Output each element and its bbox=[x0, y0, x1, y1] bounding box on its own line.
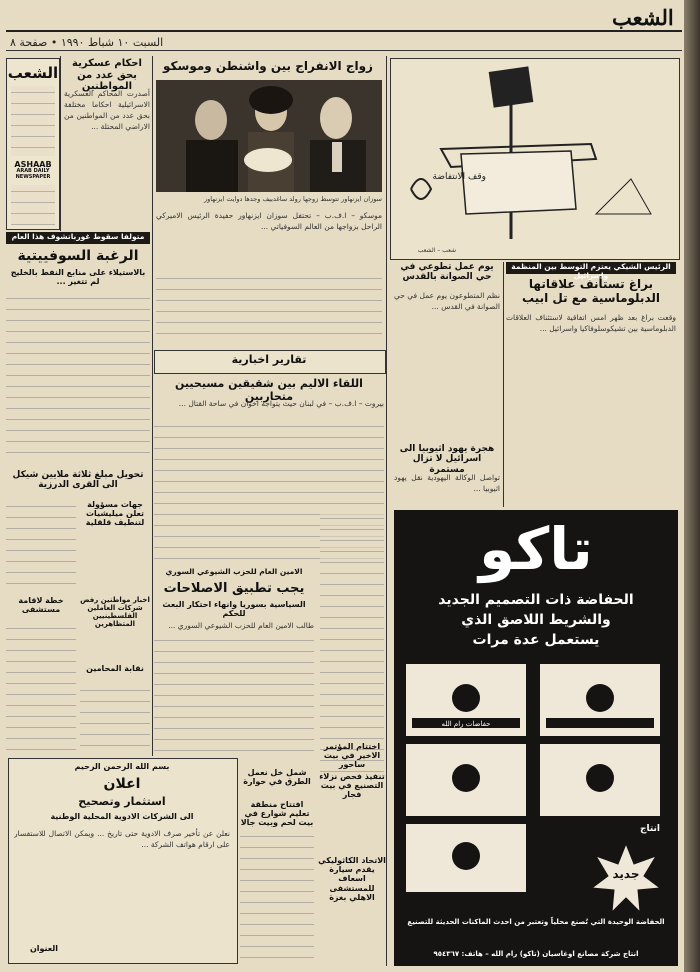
kicker-soviet: متولفا سقوط غورباتشوف هذا العام bbox=[11, 232, 145, 241]
dateline: السبت ١٠ شباط ١٩٩٠ • صفحة ٨ bbox=[10, 36, 164, 49]
column-rule bbox=[503, 262, 504, 507]
wedding-text-block bbox=[156, 272, 382, 342]
divider bbox=[6, 50, 682, 51]
headline-ethiopian-jews: هجرة يهود اثيوبيا الى اسرائيل لا تزال مستمرة bbox=[399, 444, 495, 475]
soviet-text-block bbox=[6, 292, 150, 462]
narrow-column-text bbox=[320, 512, 384, 772]
note-citizens: اخبار مواطنين رفض شركات العاملين الفلسطينيين المتظاهرين bbox=[80, 596, 150, 629]
kicker-prague: الرئيس الشيكي يعتزم التوسط بين المنظمة واسرائيل bbox=[511, 262, 671, 280]
side-address-lines bbox=[11, 185, 55, 225]
side-masthead bbox=[6, 58, 60, 230]
column-rule bbox=[386, 56, 387, 966]
headline-wedding: زواج الانفراج بين واشنطن وموسكو bbox=[163, 59, 373, 73]
ad-line3: يستعمل عدة مرات bbox=[472, 632, 600, 648]
headline-military-rulings: احكام عسكرية بحق عدد من المواطنين bbox=[72, 58, 142, 92]
ad-line1: الحفاضة ذات التصميم الجديد bbox=[438, 592, 634, 608]
transfer-text-block bbox=[6, 500, 76, 590]
ad-burst-text: جديد bbox=[612, 867, 640, 881]
headline-tax: جهات مسؤولة تعلن ميليشيات لتنطيف قلقلية bbox=[85, 500, 145, 528]
article-prague: وقعت براغ بعد ظهر امس اتفاقية لاستئناف العلاقات الدبلوماسية بين تشيكوسلوفاكيا واسرائيل ... bbox=[506, 313, 676, 333]
headline-soviet: الرغبة السوفييتية bbox=[17, 248, 139, 264]
note-lawyers: نقابة المحامين bbox=[86, 664, 144, 673]
article-wedding: موسكو – ا.ف.ب – تحتفل سوزان ايزنهاور حفيدة الرئيس الاميركي الراحل بزواجها من العالم السوفياتي ... bbox=[156, 211, 382, 231]
note-catholic: الاتحاد الكاثوليكي يقدم سيارة اسعاف للمستشفى الاهلي بغزة bbox=[318, 856, 386, 902]
headline-volunteer-day: يوم عمل تطوعي في حي الصوانة بالقدس bbox=[400, 262, 494, 283]
notice-basmala: بسم الله الرحمن الرحيم bbox=[74, 762, 170, 771]
article-military-rulings: أصدرت المحاكم العسكرية الاسرائيلية احكاما مختلفة بحق عدد من المواطنين من الاراضي المحتلة ... bbox=[64, 89, 150, 131]
column-rule bbox=[60, 56, 61, 231]
page-spine bbox=[684, 0, 700, 972]
note-conference: اختتام المؤتمر الاخير في بيت ساحور bbox=[323, 742, 381, 770]
headline-transfer: تحويل مبلغ ثلاثة ملايين شيكل الى القرى الدرزية bbox=[12, 470, 144, 491]
english-sub: ARAB DAILY NEWSPAPER bbox=[15, 168, 51, 181]
article-lebanon: بيروت – ا.ف.ب – في لبنان حيث يتواجه اخوان في ساحة القتال ... bbox=[178, 399, 384, 408]
cartoon-caption: شعب – الشعب bbox=[417, 247, 456, 254]
notice-title: اعلان bbox=[103, 776, 141, 792]
ad-brand: تاكو bbox=[479, 515, 593, 583]
ad-tagline: الحفاضة الوحيدة التي تُصنع محلياً وتعتبر من احدث الماكنات الحديثة للتصنيع bbox=[407, 918, 665, 926]
hospital-text-block bbox=[6, 622, 76, 752]
side-info-lines bbox=[11, 86, 55, 156]
wedding-photo bbox=[156, 80, 382, 192]
lawyers-text-block bbox=[80, 684, 150, 754]
masthead-logo: الشعب bbox=[612, 5, 674, 30]
side-logo: الشعب bbox=[7, 64, 59, 82]
article-volunteer-day: نظم المتطوعون يوم عمل في حي الصوانة في القدس ... bbox=[394, 291, 500, 311]
note-roads: شمل خل نعمل الطرق في حوارة bbox=[243, 768, 311, 787]
reform-text-block bbox=[154, 634, 314, 754]
pack-label: حفاضات رام الله bbox=[441, 720, 491, 728]
reports-label: تقارير اخبارية bbox=[231, 353, 307, 366]
notice-footer: العنوان bbox=[29, 944, 59, 953]
note-hospital: خطة لاقامة مستشفى bbox=[18, 596, 64, 615]
wedding-caption: سوزان ايزنهاور تتوسط زوجها رولد ساغدييف وجدها دوايت ايزنهاور bbox=[203, 195, 382, 203]
notice-company: الى الشركات الادوية المحلية الوطنية bbox=[50, 812, 194, 821]
roads-text-block bbox=[240, 830, 314, 960]
wedding-photo-figures bbox=[156, 80, 382, 192]
headline-reform: يجب تطبيق الاصلاحات bbox=[163, 581, 305, 596]
article-ethiopian-jews: تواصل الوكالة اليهودية نقل يهود اثيوبيا ... bbox=[394, 473, 500, 493]
subhead-reform: السياسية بسوريا وانهاء احتكار البعث للحكم bbox=[162, 600, 306, 619]
notice-body: نعلن عن تأخير صرف الادوية حتى تاريخ ... ويمكن الاتصال للاستفسار على ارقام هواتف الشركة ... bbox=[14, 829, 230, 849]
kicker-reform: الامين العام للحزب الشيوعي السوري bbox=[165, 567, 303, 576]
masthead-rule bbox=[6, 30, 682, 32]
article-reform: طالب الامين العام للحزب الشيوعي السوري ... bbox=[168, 621, 314, 630]
note-streets: افتتاح منطقة تعليم شوارع في بيت لحم وبيت جالا bbox=[240, 800, 314, 828]
subhead-soviet: بالاستيلاء على منابع النفط بالخليج لم تتغير ... bbox=[10, 268, 146, 287]
notice-subtitle: استثمار وتصحيح bbox=[78, 795, 166, 808]
cartoon-frame bbox=[390, 58, 680, 260]
scarecrow-label: وقف الانتفاضة bbox=[432, 172, 486, 182]
ad-burst-label: انتاج bbox=[639, 824, 660, 834]
english-name: ASHAAB bbox=[14, 160, 52, 170]
ad-line2: والشريط اللاصق الذي bbox=[461, 612, 611, 628]
cartoon-scarecrow bbox=[391, 59, 679, 249]
ad-footer: انتاج شركة مصانع اوغاسيان (تاكو) رام الله – هاتف: ٩٥٤٣٦٧ bbox=[433, 950, 639, 958]
headline-prison: تنفيذ فحص نزلاء التصنيع في بيت فجار bbox=[319, 772, 385, 800]
headline-lebanon: اللقاء الاليم بين شقيقين مسيحيين متحاربين bbox=[175, 377, 363, 403]
column-rule bbox=[152, 56, 153, 756]
headline-prague: براغ تستأنف علاقاتها الدبلوماسية مع تل ابيب bbox=[522, 277, 660, 305]
